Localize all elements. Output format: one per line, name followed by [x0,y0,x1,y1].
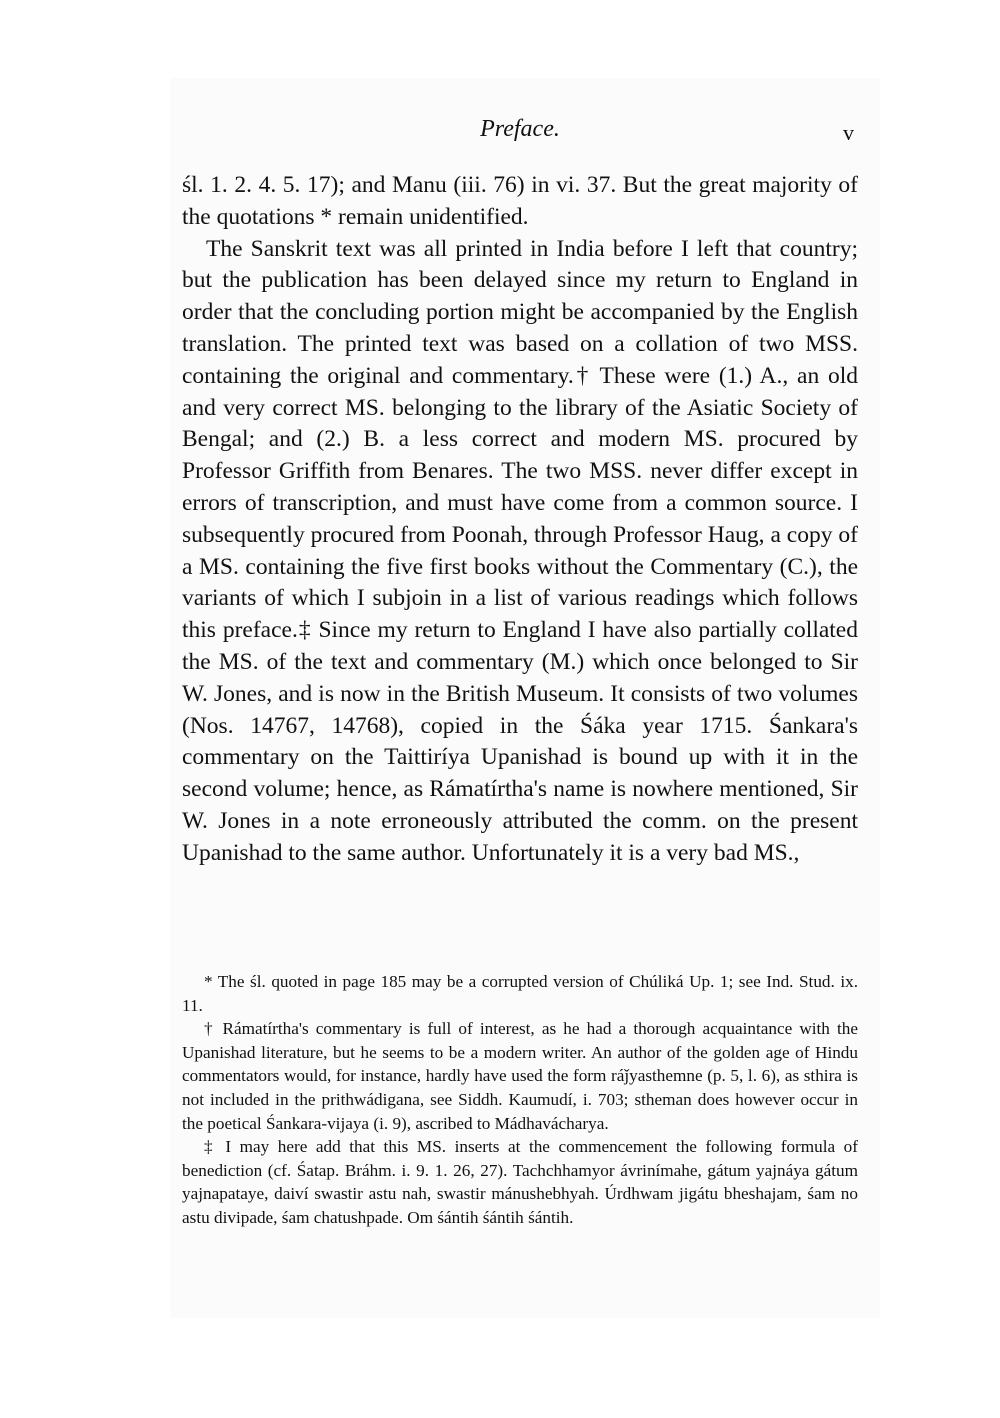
running-header [182,112,858,152]
footnotes [182,970,858,1230]
paragraph-continuation: śl. 1. 2. 4. 5. 17); and Manu (iii. 76) in vi. 37. But the great majority of the quotations * remain unidentified. [182,172,858,230]
main-text [182,170,858,870]
page-number: v [843,120,854,145]
paragraph-manuscripts: The Sanskrit text was all printed in India before I left that country; but the publication has been delayed since my return to England in order that the concluding portion might be accompanied by the English translation. The printed text was based on a collation of two MSS. containing the original and commentary.† These were (1.) A., an old and very correct MS. belonging to the library of the Asiatic Society of Bengal; and (2.) B. a less correct and modern MS. procured by Professor Griffith from Benares. The two MSS. never differ except in errors of transcription, and must have come from a common source. I subsequently procured from Poonah, through Professor Haug, a copy of a MS. containing the five first books without the Commentary (C.), the variants of which I subjoin in a list of various readings which follows this preface.‡ Since my return to England I have also partially collated the MS. of the text and commentary (M.) which once belonged to Sir W. Jones, and is now in the British Museum. It consists of two volumes (Nos. 14767, 14768), copied in the Śáka year 1715. Śankara's commentary on the Taittiríya Upanishad is bound up with it in the second volume; hence, as Rámatírtha's name is nowhere mentioned, Sir W. Jones in a note erroneously attributed the comm. on the present Upanishad to the same author. Unfortunately it is a very bad MS., [182,235,858,866]
footnote-dagger: † Rámatírtha's commentary is full of interest, as he had a thorough acquaintance with the Upanishad literature, but he seems to be a modern writer. An author of the golden age of Hindu commentators would, for instance, hardly have used the form ráǰyasthemne (p. 5, l. 6), as sthira is not included in the prithwádigana, see Siddh. Kaumudí, i. 703; stheman does however occur in the poetical Śankara-vijaya (i. 9), ascribed to Mádhavácharya. [182,1019,858,1133]
running-title: Preface. [480,116,560,142]
footnote-double-dagger: ‡ I may here add that this MS. inserts at the commencement the following formula of benediction (cf. Śatap. Bráhm. i. 9. 1. 26, 27). Tachchhamyor ávrinímahe, gátum yajnáya gátum yajnapataye, daiví swastir astu nah, swastir mánushebhyah. Úrdhwam jigátu bheshajam, śam no astu divipade, śam chatushpade. Om śántih śántih śántih. [182,1137,858,1227]
footnote-asterisk: * The śl. quoted in page 185 may be a corrupted version of Chúliká Up. 1; see Ind. Stud. ix. 11. [182,972,858,1015]
